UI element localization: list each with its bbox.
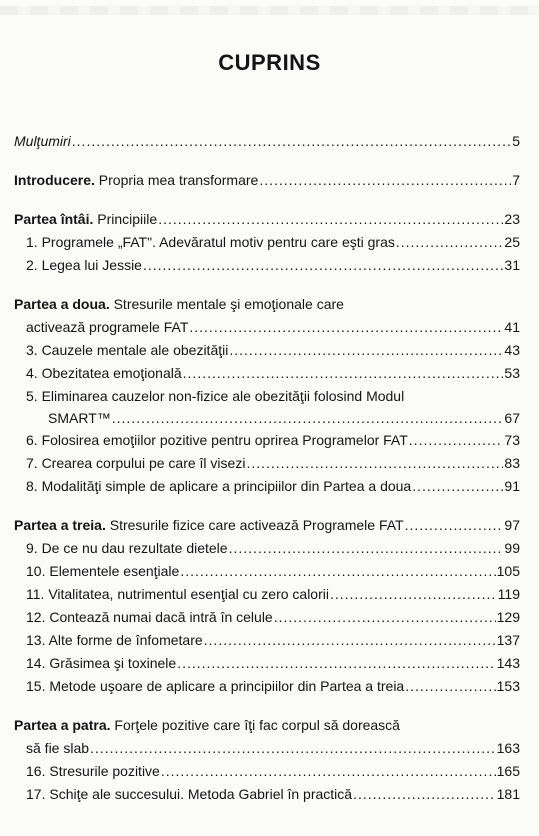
toc-entry-label-continued: SMART™ [48,410,111,426]
toc-entry-chapter-3 [14,339,520,362]
toc-entry-label: Mulţumiri [14,133,71,149]
toc-entry-partea-2-cont [14,316,520,339]
toc-entry-label: Stresurile mentale şi emoţionale care [113,296,344,312]
toc-page-number: 7 [512,172,520,188]
toc-entry-label: 10. Elementele esenţiale [26,563,180,579]
toc-entry-partea-2 [14,293,520,316]
toc-entry-label-continued: activează programele FAT [26,319,189,335]
dot-leader [143,254,503,277]
toc-entry-label: 17. Schiţe ale succesului. Metoda Gabriel în practică [26,786,353,802]
page-title: CUPRINS [218,50,321,75]
toc-entry-chapter-17 [14,783,520,806]
dot-leader [353,783,496,806]
dot-leader [405,514,504,537]
toc-entry-label: 13. Alte forme de înfometare [26,632,203,648]
dot-leader [183,362,504,385]
toc-entry-chapter-5-cont [14,408,520,429]
toc-entry-label: 8. Modalităţi simple de aplicare a principiilor din Partea a doua [26,478,412,494]
toc-entry-label-continued: să fie slab [26,740,90,756]
toc-page-number: 41 [504,319,520,335]
dot-leader [161,760,496,783]
toc-page-number: 25 [504,234,520,250]
dot-leader [229,339,503,362]
toc-entry-chapter-2 [14,254,520,277]
toc-page-number: 91 [504,478,520,494]
toc-page-number: 129 [496,609,520,625]
toc-page-number: 43 [504,342,520,358]
toc-entry-chapter-15 [14,675,520,698]
dot-leader [229,537,504,560]
dot-leader [72,130,511,153]
dot-leader [396,231,504,254]
dot-leader [112,408,504,429]
toc-page-number: 31 [504,257,520,273]
toc-entry-label: 6. Folosirea emoţiilor pozitive pentru oprirea Programelor FAT [26,432,408,448]
toc-entry-chapter-7 [14,452,520,475]
dot-leader [204,629,496,652]
toc-entry-label: 14. Grăsimea şi toxinele [26,655,177,671]
toc-entry-partea-4 [14,714,520,737]
toc-page-number: 119 [497,586,520,602]
toc-page-number: 23 [504,211,520,227]
dot-leader [158,208,503,231]
toc-entry-chapter-6 [14,429,520,452]
table-of-contents [14,130,520,806]
toc-section-heading: Partea a doua. [14,296,110,312]
toc-entry-chapter-13 [14,629,520,652]
toc-entry-label: 3. Cauzele mentale ale obezităţii [26,342,229,358]
dot-leader [90,737,496,760]
dot-leader [330,583,497,606]
dot-leader [405,675,495,698]
toc-page-number: 73 [504,432,520,448]
toc-entry-label: 4. Obezitatea emoţională [26,365,182,381]
toc-page-number: 53 [504,365,520,381]
toc-entry-chapter-12 [14,606,520,629]
toc-entry-chapter-1 [14,231,520,254]
toc-entry-introducere [14,169,520,192]
toc-page-number: 83 [504,455,520,471]
toc-page-number: 137 [496,632,520,648]
toc-page-number: 165 [496,763,520,779]
toc-entry-partea-3 [14,514,520,537]
toc-entry-label: 2. Legea lui Jessie [26,257,142,273]
dot-leader [180,560,495,583]
toc-entry-multumiri [14,130,520,153]
toc-page-number: 105 [496,563,520,579]
toc-entry-chapter-5 [14,385,520,408]
dot-leader [246,452,503,475]
toc-entry-label: 9. De ce nu dau rezultate dietele [26,540,228,556]
toc-entry-label: 1. Programele „FAT". Adevăratul motiv pentru care eşti gras [26,234,395,250]
bleed-through-top [0,6,539,15]
toc-entry-chapter-10 [14,560,520,583]
toc-entry-chapter-14 [14,652,520,675]
toc-entry-label: 11. Vitalitatea, nutrimentul esenţial cu zero calorii [26,586,329,602]
toc-section-heading: Partea întâi. [14,211,94,227]
toc-entry-chapter-16 [14,760,520,783]
toc-entry-label: 7. Crearea corpului pe care îl visezi [26,455,246,471]
toc-section-heading: Partea a treia. [14,517,106,533]
toc-entry-partea-1 [14,208,520,231]
toc-page-number: 153 [496,678,520,694]
toc-entry-chapter-9 [14,537,520,560]
toc-page-number: 67 [504,410,520,426]
toc-page-number: 143 [496,655,520,671]
toc-page-number: 97 [504,517,520,533]
toc-page-number: 163 [496,740,520,756]
toc-page-number: 99 [504,540,520,556]
toc-entry-chapter-11 [14,583,520,606]
toc-entry-label: 12. Contează numai dacă intră în celule [26,609,273,625]
dot-leader [412,475,503,498]
toc-section-heading: Introducere. [14,172,95,188]
toc-entry-chapter-8 [14,475,520,498]
toc-entry-label: Stresurile fizice care activează Programele FAT [109,517,404,533]
toc-entry-label: 5. Eliminarea cauzelor non-fizice ale obezităţii folosind Modul [26,388,405,404]
dot-leader [177,652,495,675]
toc-entry-label: Forţele pozitive care îţi fac corpul să dorească [114,717,400,733]
dot-leader [189,316,503,339]
toc-section-heading: Partea a patra. [14,717,111,733]
dot-leader [409,429,504,452]
dot-leader [274,606,496,629]
toc-entry-label: Propria mea transformare [98,172,259,188]
dot-leader [259,169,511,192]
toc-page-number: 5 [512,133,520,149]
toc-entry-label: Principiile [97,211,158,227]
toc-entry-label: 16. Stresurile pozitive [26,763,160,779]
toc-entry-label: 15. Metode uşoare de aplicare a principiilor din Partea a treia [26,678,405,694]
toc-entry-partea-4-cont [14,737,520,760]
toc-entry-chapter-4 [14,362,520,385]
toc-page-number: 181 [496,786,520,802]
